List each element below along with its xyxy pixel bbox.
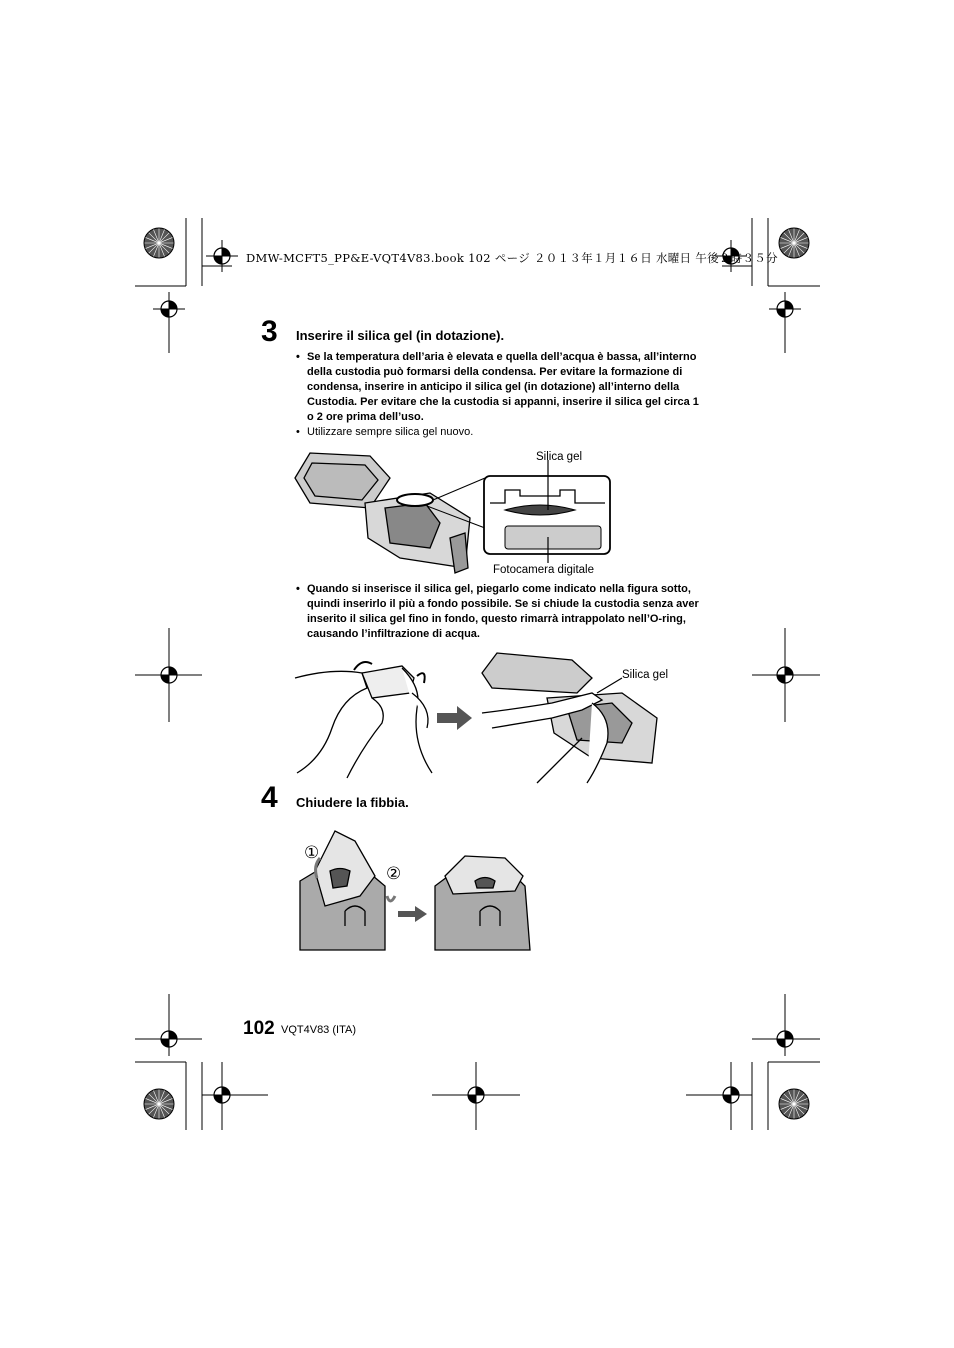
bullet-text: Se la temperatura dell’aria è elevata e quella dell’acqua è bassa, all’interno della custodia può formarsi della condensa. Per evitare la formazione di condensa, inserire in anticipo il silica gel (in dotazione) all’interno della Custodia. Per evitare che la custodia si appanni, inserire il silica gel circa 1 o 2 ore prima dell’uso.: [307, 351, 699, 423]
bullet-text: Quando si inserisce il silica gel, piegarlo come indicato nella figura sotto, quindi inserirlo il più a fondo possibile. Se si chiude la custodia senza aver inserito il silica gel fino in fondo, questo rimarrà intrappolato nell’O-ring, causando l’infiltrazione di acqua.: [307, 583, 699, 640]
book-filename-header: DMW-MCFT5_PP&E-VQT4V83.book 102 ページ ２０１３年１月１６日 水曜日 午後２時３５分: [246, 251, 778, 265]
step-3-bullet-new-gel: [296, 425, 707, 440]
case-silica-gel-illustration: [290, 448, 620, 578]
close-buckle-illustration: [295, 826, 545, 951]
step-4-marker-2: ②: [386, 864, 402, 883]
bullet-dot: •: [296, 583, 300, 595]
silica-gel-label-top: Silica gel: [536, 451, 583, 463]
digital-camera-label: Fotocamera digitale: [493, 564, 594, 576]
step-3-bullet-fold: [296, 582, 707, 642]
step-3-number: 3: [261, 315, 278, 348]
bullet-text: Utilizzare sempre silica gel nuovo.: [307, 426, 474, 438]
bullet-dot: •: [296, 351, 300, 363]
page-number: 102: [243, 1018, 275, 1039]
step-3-bullet-condensation: [296, 350, 707, 425]
step-4-number: 4: [261, 781, 278, 814]
document-code: VQT4V83 (ITA): [281, 1024, 356, 1036]
bullet-dot: •: [296, 426, 300, 438]
silica-gel-label-right: Silica gel: [622, 669, 669, 681]
step-3-title: Inserire il silica gel (in dotazione).: [296, 328, 505, 343]
step-4-marker-1: ①: [304, 843, 320, 862]
step-4-title: Chiudere la fibbia.: [296, 795, 409, 810]
